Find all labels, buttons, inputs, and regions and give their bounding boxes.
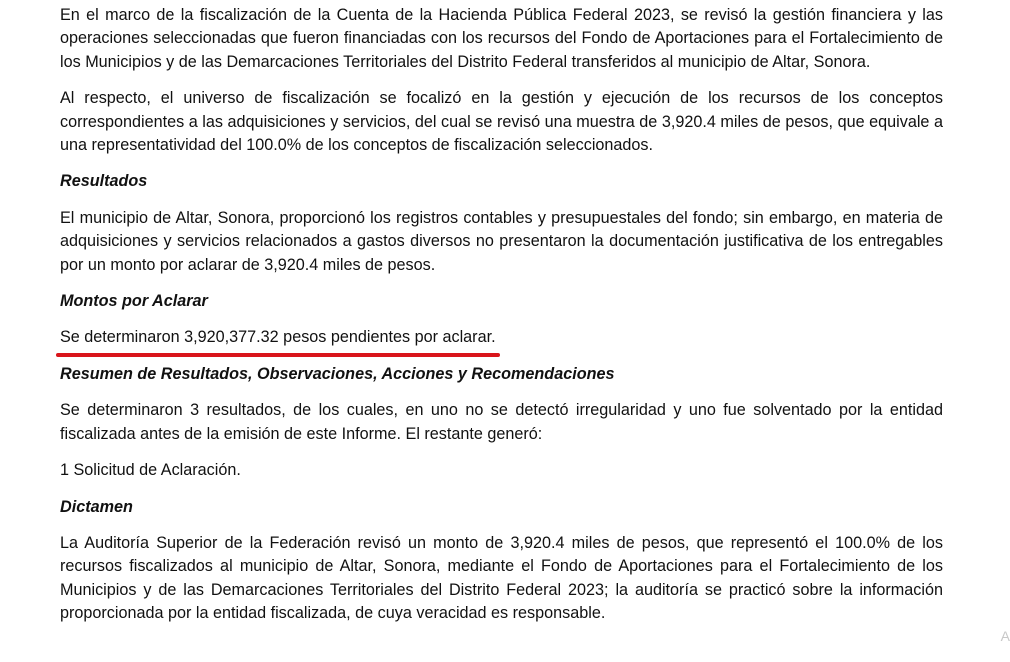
dictamen-heading: Dictamen — [60, 497, 133, 516]
scope-paragraph: Al respecto, el universo de fiscalización se focalizó en la gestión y ejecución de los recursos de los conceptos correspondientes a las adquisiciones y servicios, del cual se revisó una muestra de 3,920.4 miles de pesos, que equivale a una representatividad del 100.0% de los conceptos de fiscalización seleccionados. — [60, 89, 943, 155]
resumen-paragraph: Se determinaron 3 resultados, de los cuales, en uno no se detectó irregularidad y uno fue solventado por la entidad fiscalizada antes de la emisión de este Informe. El restante generó: — [60, 401, 943, 443]
resultados-heading: Resultados — [60, 172, 148, 191]
intro-paragraph: En el marco de la fiscalización de la Cuenta de la Hacienda Pública Federal 2023, se revisó la gestión financiera y las operaciones seleccionadas que fueron financiadas con los recursos del Fondo de Aportaciones para el Fortalecimiento de los Municipios y de las Demarcaciones Territoriales del Distrito Federal transferidos al municipio de Altar, Sonora. — [60, 6, 943, 71]
montos-paragraph — [60, 326, 943, 349]
montos-text: Se determinaron 3,920,377.32 pesos pendientes por aclarar. — [60, 328, 496, 347]
dictamen-paragraph: La Auditoría Superior de la Federación revisó un monto de 3,920.4 miles de pesos, que representó el 100.0% de los recursos fiscalizados al municipio de Altar, Sonora, mediante el Fondo de Aportaciones para el Fortalecimiento de los Municipios y de las Demarcaciones Territoriales del Distrito Federal 2023; la auditoría se practicó sobre la información proporcionada por la entidad fiscalizada, de cuya veracidad es responsable. — [60, 533, 943, 623]
resultados-paragraph: El municipio de Altar, Sonora, proporcionó los registros contables y presupuestales del fondo; sin embargo, en materia de adquisiciones y servicios relacionados a gastos diversos no presentaron la documentación justificativa de los entregables por un monto por aclarar de 3,920.4 miles de pesos. — [60, 208, 943, 274]
edge-watermark-letter: A — [1000, 628, 1010, 644]
montos-heading: Montos por Aclarar — [60, 292, 208, 311]
resumen-heading: Resumen de Resultados, Observaciones, Acciones y Recomendaciones — [60, 364, 615, 383]
red-underline-mark — [56, 353, 500, 357]
document-page — [60, 4, 943, 639]
resumen-item: 1 Solicitud de Aclaración. — [60, 461, 241, 480]
highlighted-amount — [60, 326, 496, 349]
